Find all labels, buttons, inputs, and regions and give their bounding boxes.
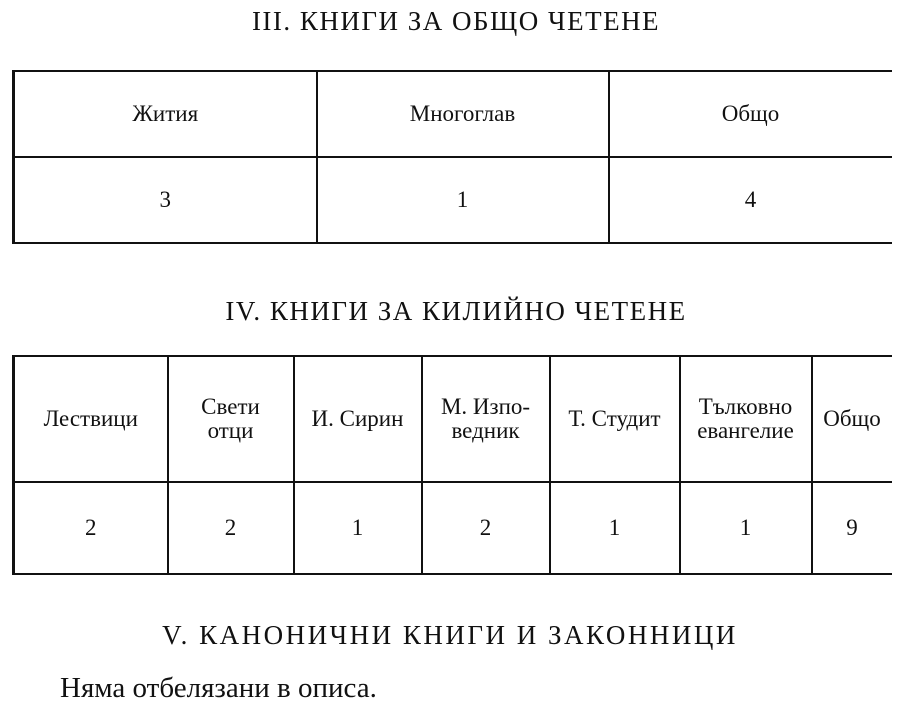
section-5-title: V. КАНОНИЧНИ КНИГИ И ЗАКОННИЦИ — [162, 620, 738, 650]
table-header-row — [14, 356, 892, 482]
table-row — [14, 482, 892, 574]
column-header-lestvitsi: Лествици — [14, 356, 168, 482]
general-reading-table — [12, 70, 892, 244]
table-header-row — [14, 71, 892, 157]
section-3-title: III. КНИГИ ЗА ОБЩО ЧЕТЕНЕ — [251, 6, 661, 36]
column-header-talkovno-evangelie: Тълковно евангелие — [680, 356, 812, 482]
column-header-i-sirin: И. Сирин — [294, 356, 422, 482]
column-header-total: Общо — [609, 71, 892, 157]
cell-zhitiya: 3 — [14, 157, 317, 243]
cell-sveti-ottsi: 2 — [168, 482, 294, 574]
cell-t-studit: 1 — [550, 482, 680, 574]
column-header-total: Общо — [812, 356, 892, 482]
column-header-zhitiya: Жития — [14, 71, 317, 157]
section-5-note: Няма отбелязани в описа. — [60, 672, 377, 704]
cell-m-izpovednik: 2 — [422, 482, 550, 574]
column-header-t-studit: Т. Студит — [550, 356, 680, 482]
column-header-m-izpovednik: М. Изпо- ведник — [422, 356, 550, 482]
cell-i-sirin: 1 — [294, 482, 422, 574]
cell-total: 9 — [812, 482, 892, 574]
cell-talkovno-evangelie: 1 — [680, 482, 812, 574]
column-header-sveti-ottsi: Свети отци — [168, 356, 294, 482]
column-header-mnogoglav: Многоглав — [317, 71, 609, 157]
section-4-title: IV. КНИГИ ЗА КИЛИЙНО ЧЕТЕНЕ — [225, 296, 687, 326]
cell-total: 4 — [609, 157, 892, 243]
cell-lestvitsi: 2 — [14, 482, 168, 574]
table-row — [14, 157, 892, 243]
cell-reading-table — [12, 355, 892, 575]
cell-mnogoglav: 1 — [317, 157, 609, 243]
